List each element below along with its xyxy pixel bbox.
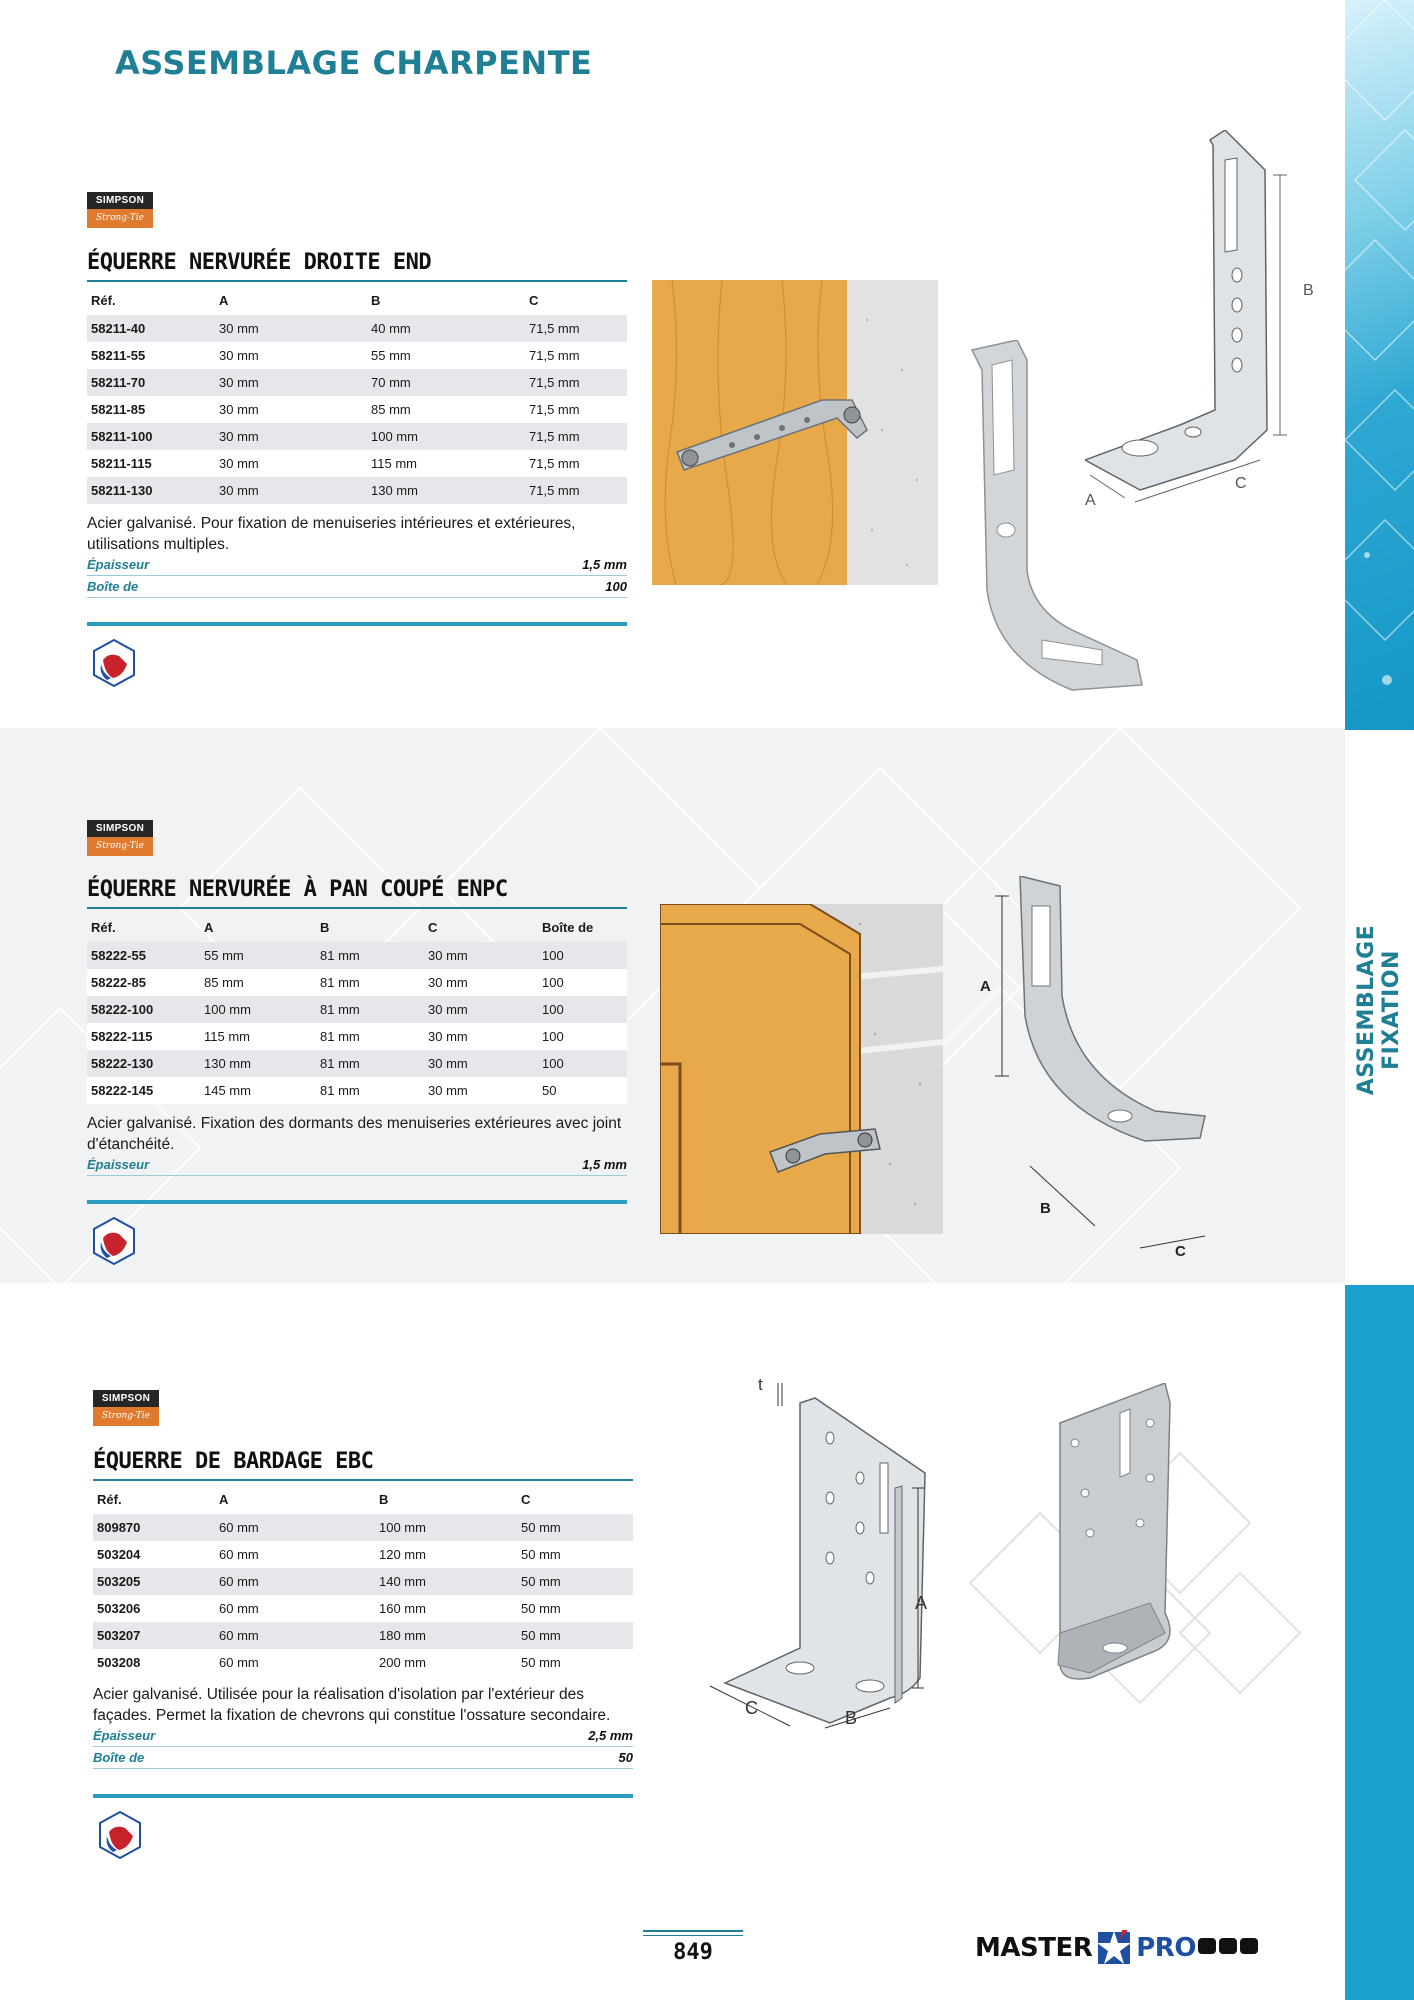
table-cell: 30 mm [219, 483, 259, 498]
reference-cell: 58211-40 [91, 321, 146, 336]
table-cell: 100 [542, 948, 564, 963]
table-cell: 30 mm [428, 1002, 468, 1017]
brand-logo [87, 820, 153, 856]
table-cell: 55 mm [371, 348, 411, 363]
column-header: A [219, 1491, 229, 1507]
dimension-label-b: B [845, 1708, 858, 1728]
table-header-row [87, 285, 627, 315]
page-number: 849 [673, 1940, 713, 1965]
table-cell: 60 mm [219, 1574, 259, 1589]
spec-label: Épaisseur [93, 1728, 156, 1743]
title-rule [87, 280, 627, 282]
table-cell: 71,5 mm [529, 483, 580, 498]
table-cell: 115 mm [204, 1029, 250, 1044]
title-rule [93, 1479, 633, 1481]
table-cell: 50 mm [521, 1601, 561, 1616]
spec-table [87, 912, 627, 1104]
reference-cell: 503205 [97, 1574, 141, 1589]
table-cell: 71,5 mm [529, 456, 580, 471]
spec-value: 1,5 mm [582, 1157, 627, 1172]
dimension-label-b: B [1040, 1200, 1051, 1217]
table-cell: 30 mm [428, 975, 468, 990]
table-cell: 145 mm [204, 1083, 251, 1098]
table-row [87, 477, 627, 504]
reference-cell: 58211-115 [91, 456, 152, 471]
star-icon [1094, 1928, 1134, 1968]
band-pattern [1345, 0, 1414, 730]
table-cell: 130 mm [371, 483, 418, 498]
made-in-france-icon [95, 1810, 145, 1860]
reference-cell: 503207 [97, 1628, 141, 1643]
column-header: B [371, 292, 381, 308]
table-row [93, 1568, 633, 1595]
column-header: C [529, 292, 539, 308]
reference-cell: 58211-85 [91, 402, 146, 417]
table-cell: 100 mm [371, 429, 418, 444]
dimension-label-t: t [758, 1375, 763, 1394]
brand-logo-bottom: Strong-Tie [87, 837, 153, 856]
table-cell: 100 [542, 1056, 564, 1071]
table-cell: 30 mm [219, 348, 259, 363]
dimension-label-c: C [745, 1698, 758, 1718]
reference-cell: 58222-145 [91, 1083, 154, 1098]
brand-logo-bottom: Strong-Tie [87, 209, 153, 228]
dimension-label-a: A [980, 978, 991, 995]
table-cell: 30 mm [428, 1056, 468, 1071]
brand-logo-top: SIMPSON [93, 1390, 159, 1407]
dimension-label-a: A [915, 1593, 928, 1613]
table-cell: 50 [542, 1083, 557, 1098]
table-cell: 71,5 mm [529, 348, 580, 363]
table-row [87, 342, 627, 369]
reference-cell: 58211-130 [91, 483, 153, 498]
table-cell: 30 mm [219, 402, 259, 417]
table-cell: 81 mm [320, 975, 360, 990]
table-row [87, 1023, 627, 1050]
table-cell: 55 mm [204, 948, 244, 963]
made-in-france-icon [89, 1216, 139, 1266]
side-band-top [1345, 0, 1414, 730]
product-title: ÉQUERRE NERVURÉE À PAN COUPÉ ENPC [87, 877, 508, 902]
table-header-row [93, 1484, 633, 1514]
column-header: A [204, 919, 214, 935]
reference-cell: 58222-85 [91, 975, 146, 990]
table-cell: 100 [542, 975, 564, 990]
product-section-3 [0, 1283, 1345, 1883]
master-pro-logo [975, 1928, 1196, 1968]
table-cell: 115 mm [371, 456, 417, 471]
brand-logo [93, 1390, 159, 1426]
brand-logo-top: SIMPSON [87, 820, 153, 837]
side-band-label: ASSEMBLAGE FIXATION [1354, 924, 1404, 1096]
spec-label: Épaisseur [87, 557, 150, 572]
table-row [87, 1077, 627, 1104]
table-row [93, 1514, 633, 1541]
spec-thickness [93, 1725, 633, 1747]
table-cell: 81 mm [320, 1029, 360, 1044]
table-row [87, 450, 627, 477]
installation-photo [652, 280, 938, 585]
product-photo [980, 876, 1210, 1256]
column-header: C [521, 1491, 531, 1507]
brand-logo-bottom: Strong-Tie [93, 1407, 159, 1426]
product-description: Acier galvanisé. Utilisée pour la réalisation d'isolation par l'extérieur des façades. Permet la fixation de chevrons qui constitue l'ossature secondaire. [93, 1686, 611, 1724]
column-header: B [320, 919, 330, 935]
table-cell: 120 mm [379, 1547, 426, 1562]
table-row [93, 1649, 633, 1676]
table-cell: 85 mm [371, 402, 411, 417]
logo-text-right: PRO [1136, 1933, 1196, 1963]
technical-drawing [1085, 130, 1335, 510]
table-row [87, 396, 627, 423]
product-section-2 [0, 728, 1345, 1283]
table-cell: 30 mm [428, 1083, 468, 1098]
brand-logo [87, 192, 153, 228]
table-cell: 100 mm [379, 1520, 426, 1535]
column-header: Réf. [97, 1491, 122, 1507]
spec-label: Épaisseur [87, 1157, 150, 1172]
table-header-row [87, 912, 627, 942]
table-cell: 30 mm [428, 948, 468, 963]
reference-cell: 503206 [97, 1601, 141, 1616]
spec-value: 50 [618, 1750, 633, 1765]
reference-cell: 503204 [97, 1547, 141, 1562]
reference-cell: 58211-55 [91, 348, 146, 363]
table-cell: 180 mm [379, 1628, 426, 1643]
page-title: ASSEMBLAGE CHARPENTE [115, 44, 593, 82]
table-cell: 81 mm [320, 1002, 360, 1017]
table-cell: 81 mm [320, 948, 360, 963]
product-description: Acier galvanisé. Pour fixation de menuiseries intérieures et extérieures, utilisations multiples. [87, 515, 576, 553]
table-cell: 85 mm [204, 975, 244, 990]
table-cell: 60 mm [219, 1547, 259, 1562]
spec-table [87, 285, 627, 504]
product-title: ÉQUERRE DE BARDAGE EBC [93, 1449, 374, 1474]
spec-thickness [87, 1154, 627, 1176]
reference-cell: 503208 [97, 1655, 141, 1670]
table-cell: 200 mm [379, 1655, 426, 1670]
logo-blobs [1198, 1938, 1258, 1954]
page-number-rule [643, 1930, 743, 1932]
table-cell: 130 mm [204, 1056, 251, 1071]
reference-cell: 58222-100 [91, 1002, 154, 1017]
reference-cell: 58222-115 [91, 1029, 153, 1044]
reference-cell: 58211-100 [91, 429, 153, 444]
spec-value: 1,5 mm [582, 557, 627, 572]
brand-logo-top: SIMPSON [87, 192, 153, 209]
blob-shape [1240, 1938, 1258, 1954]
side-band-bottom [1345, 1285, 1414, 2000]
table-cell: 60 mm [219, 1655, 259, 1670]
reference-cell: 809870 [97, 1520, 141, 1535]
spec-thickness [87, 554, 627, 576]
table-cell: 50 mm [521, 1655, 561, 1670]
table-row [93, 1622, 633, 1649]
table-cell: 40 mm [371, 321, 411, 336]
product-description: Acier galvanisé. Fixation des dormants des menuiseries extérieures avec joint d'étanchéité. [87, 1115, 622, 1153]
dimension-label-c: C [1175, 1243, 1186, 1256]
section-rule [93, 1794, 633, 1798]
made-in-france-icon [89, 638, 139, 688]
table-cell: 81 mm [320, 1083, 360, 1098]
reference-cell: 58211-70 [91, 375, 146, 390]
section-rule [87, 1200, 627, 1204]
table-row [93, 1595, 633, 1622]
dimension-label-b: B [1303, 282, 1314, 299]
table-cell: 71,5 mm [529, 321, 580, 336]
blob-shape [1219, 1938, 1237, 1954]
spec-label: Boîte de [87, 579, 139, 594]
table-cell: 50 mm [521, 1574, 561, 1589]
table-cell: 30 mm [428, 1029, 468, 1044]
spec-label: Boîte de [93, 1750, 145, 1765]
table-row [87, 1050, 627, 1077]
table-row [87, 369, 627, 396]
technical-drawing [690, 1368, 960, 1768]
column-header: C [428, 919, 438, 935]
table-cell: 60 mm [219, 1520, 259, 1535]
page-number-rule [643, 1935, 743, 1936]
table-cell: 71,5 mm [529, 375, 580, 390]
reference-cell: 58222-55 [91, 948, 146, 963]
table-cell: 50 mm [521, 1547, 561, 1562]
table-cell: 160 mm [379, 1601, 426, 1616]
table-cell: 71,5 mm [529, 402, 580, 417]
product-section-1 [0, 0, 1345, 728]
product-title: ÉQUERRE NERVURÉE DROITE END [87, 250, 432, 275]
table-cell: 70 mm [371, 375, 411, 390]
spec-value: 2,5 mm [588, 1728, 633, 1743]
table-cell: 100 mm [204, 1002, 251, 1017]
table-cell: 71,5 mm [529, 429, 580, 444]
column-header: Boîte de [542, 919, 594, 935]
reference-cell: 58222-130 [91, 1056, 154, 1071]
logo-text-left: MASTER [975, 1933, 1093, 1963]
dimension-label-c: C [1235, 475, 1247, 492]
column-header: Réf. [91, 292, 116, 308]
installation-photo [660, 904, 943, 1234]
column-header: Réf. [91, 919, 116, 935]
spec-table [93, 1484, 633, 1676]
table-cell: 100 [542, 1029, 564, 1044]
table-row [87, 423, 627, 450]
table-row [87, 315, 627, 342]
table-row [87, 942, 627, 969]
spec-box-quantity [87, 576, 627, 598]
spec-box-quantity [93, 1747, 633, 1769]
table-cell: 140 mm [379, 1574, 426, 1589]
table-cell: 50 mm [521, 1520, 561, 1535]
spec-value: 100 [605, 579, 627, 594]
section-rule [87, 622, 627, 626]
table-row [93, 1541, 633, 1568]
column-header: B [379, 1491, 389, 1507]
table-cell: 30 mm [219, 375, 259, 390]
table-cell: 100 [542, 1002, 564, 1017]
table-row [87, 969, 627, 996]
table-cell: 50 mm [521, 1628, 561, 1643]
table-cell: 30 mm [219, 321, 259, 336]
table-cell: 81 mm [320, 1056, 360, 1071]
title-rule [87, 907, 627, 909]
table-cell: 60 mm [219, 1601, 259, 1616]
table-cell: 30 mm [219, 429, 259, 444]
table-cell: 60 mm [219, 1628, 259, 1643]
column-header: A [219, 292, 229, 308]
table-row [87, 996, 627, 1023]
product-photo [950, 1383, 1310, 1753]
table-cell: 30 mm [219, 456, 259, 471]
dimension-label-a: A [1085, 492, 1096, 509]
blob-shape [1198, 1938, 1216, 1954]
